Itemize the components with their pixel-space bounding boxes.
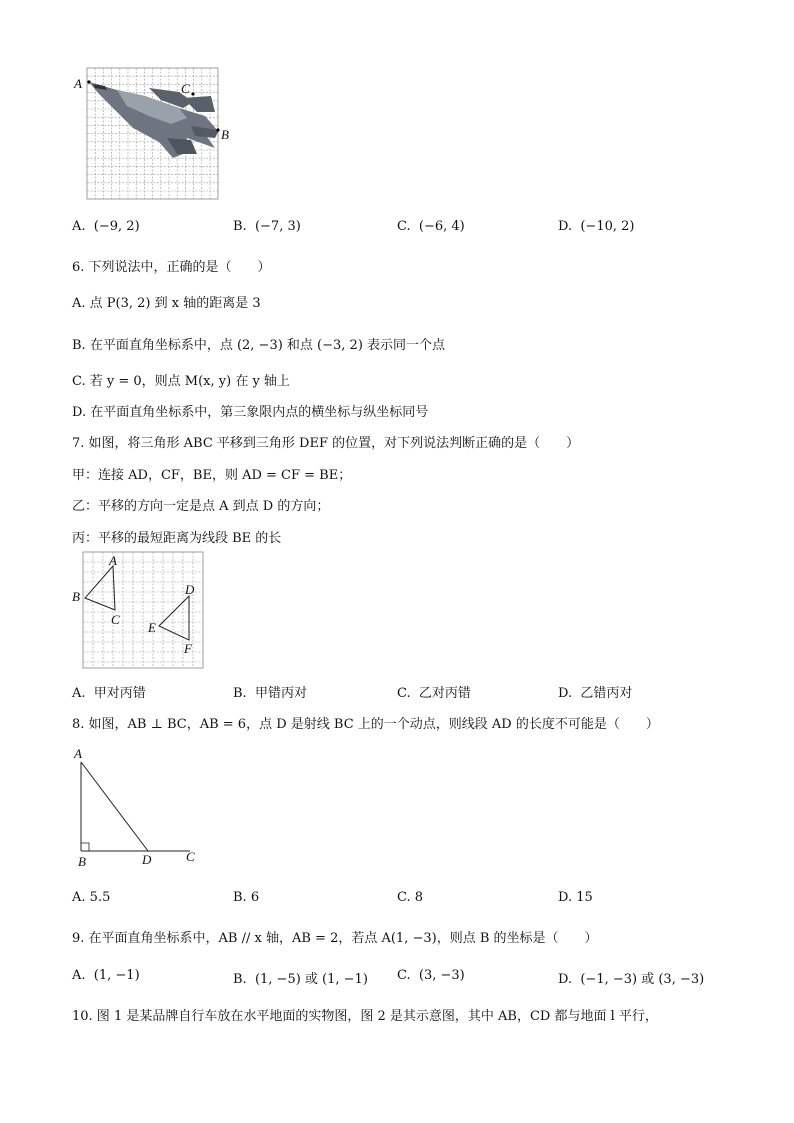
q8-option-d[interactable]: D. 15 [558, 890, 593, 905]
jet-image [89, 82, 219, 158]
q8-label-a: A [74, 746, 82, 761]
q8-option-b[interactable]: B. 6 [233, 890, 260, 905]
q7-stem: 7. 如图，将三角形 ABC 平移到三角形 DEF 的位置，对下列说法判断正确的是（ ） [72, 436, 580, 451]
q5-label-b: B [221, 127, 229, 142]
q5-grid-figure [87, 68, 222, 203]
q9-option-b[interactable]: B. (1, −5) 或 (1, −1) [233, 972, 368, 987]
q9-option-a[interactable]: A. (1, −1) [72, 968, 140, 983]
q8-label-c: C [186, 849, 195, 864]
q8-option-a[interactable]: A. 5.5 [72, 890, 111, 905]
triangle-abc [85, 566, 115, 610]
q8-triangle-figure [78, 760, 198, 860]
q8-stem: 8. 如图，AB ⊥ BC，AB = 6，点 D 是射线 BC 上的一个动点，则线段 AD 的长度不可能是（ ） [72, 717, 659, 732]
q6-option-a[interactable]: A. 点 P(3, 2) 到 x 轴的距离是 3 [72, 296, 261, 311]
q5-option-a[interactable]: A. (−9, 2) [72, 219, 140, 234]
q7-statement-yi: 乙：平移的方向一定是点 A 到点 D 的方向； [72, 499, 330, 514]
q7-option-c[interactable]: C. 乙对丙错 [397, 686, 471, 701]
q5-label-c: C [181, 81, 190, 96]
q7-label-f: F [184, 641, 192, 656]
q9-stem: 9. 在平面直角坐标系中，AB // x 轴，AB = 2，若点 A(1, −3)，则点 B 的坐标是（ ） [72, 931, 598, 946]
q10-stem: 10. 图 1 是某品牌自行车放在水平地面的实物图，图 2 是其示意图，其中 AB，CD 都与地面 l 平行， [72, 1009, 658, 1024]
q6-option-c[interactable]: C. 若 y = 0，则点 M(x, y) 在 y 轴上 [72, 374, 290, 389]
q8-option-c[interactable]: C. 8 [397, 890, 424, 905]
q9-option-c[interactable]: C. (3, −3) [397, 968, 465, 983]
q5-label-a: A [74, 76, 82, 91]
q9-option-d[interactable]: D. (−1, −3) 或 (3, −3) [558, 972, 705, 987]
q7-label-e: E [148, 620, 156, 635]
q6-stem: 6. 下列说法中，正确的是（ ） [72, 260, 271, 275]
q7-label-a: A [109, 553, 117, 568]
q7-option-d[interactable]: D. 乙错丙对 [558, 686, 633, 701]
q5-option-d[interactable]: D. (−10, 2) [558, 219, 635, 234]
q7-statement-bing: 丙：平移的最短距离为线段 BE 的长 [72, 531, 282, 546]
q7-option-a[interactable]: A. 甲对丙错 [72, 686, 146, 701]
q8-label-b: B [78, 854, 86, 869]
q7-label-b: B [72, 589, 80, 604]
q6-option-b[interactable]: B. 在平面直角坐标系中，点 (2, −3) 和点 (−3, 2) 表示同一个点 [72, 338, 446, 353]
q5-option-c[interactable]: C. (−6, 4) [397, 219, 465, 234]
q6-option-d[interactable]: D. 在平面直角坐标系中，第三象限内点的横坐标与纵坐标同号 [72, 405, 429, 420]
q7-label-c: C [111, 612, 120, 627]
triangle-def [159, 596, 189, 640]
q5-option-b[interactable]: B. (−7, 3) [233, 219, 301, 234]
q7-option-b[interactable]: B. 甲错丙对 [233, 686, 307, 701]
q7-statement-jia: 甲：连接 AD，CF，BE，则 AD = CF = BE； [72, 468, 352, 483]
q7-label-d: D [185, 582, 195, 597]
q8-label-d: D [142, 852, 152, 867]
